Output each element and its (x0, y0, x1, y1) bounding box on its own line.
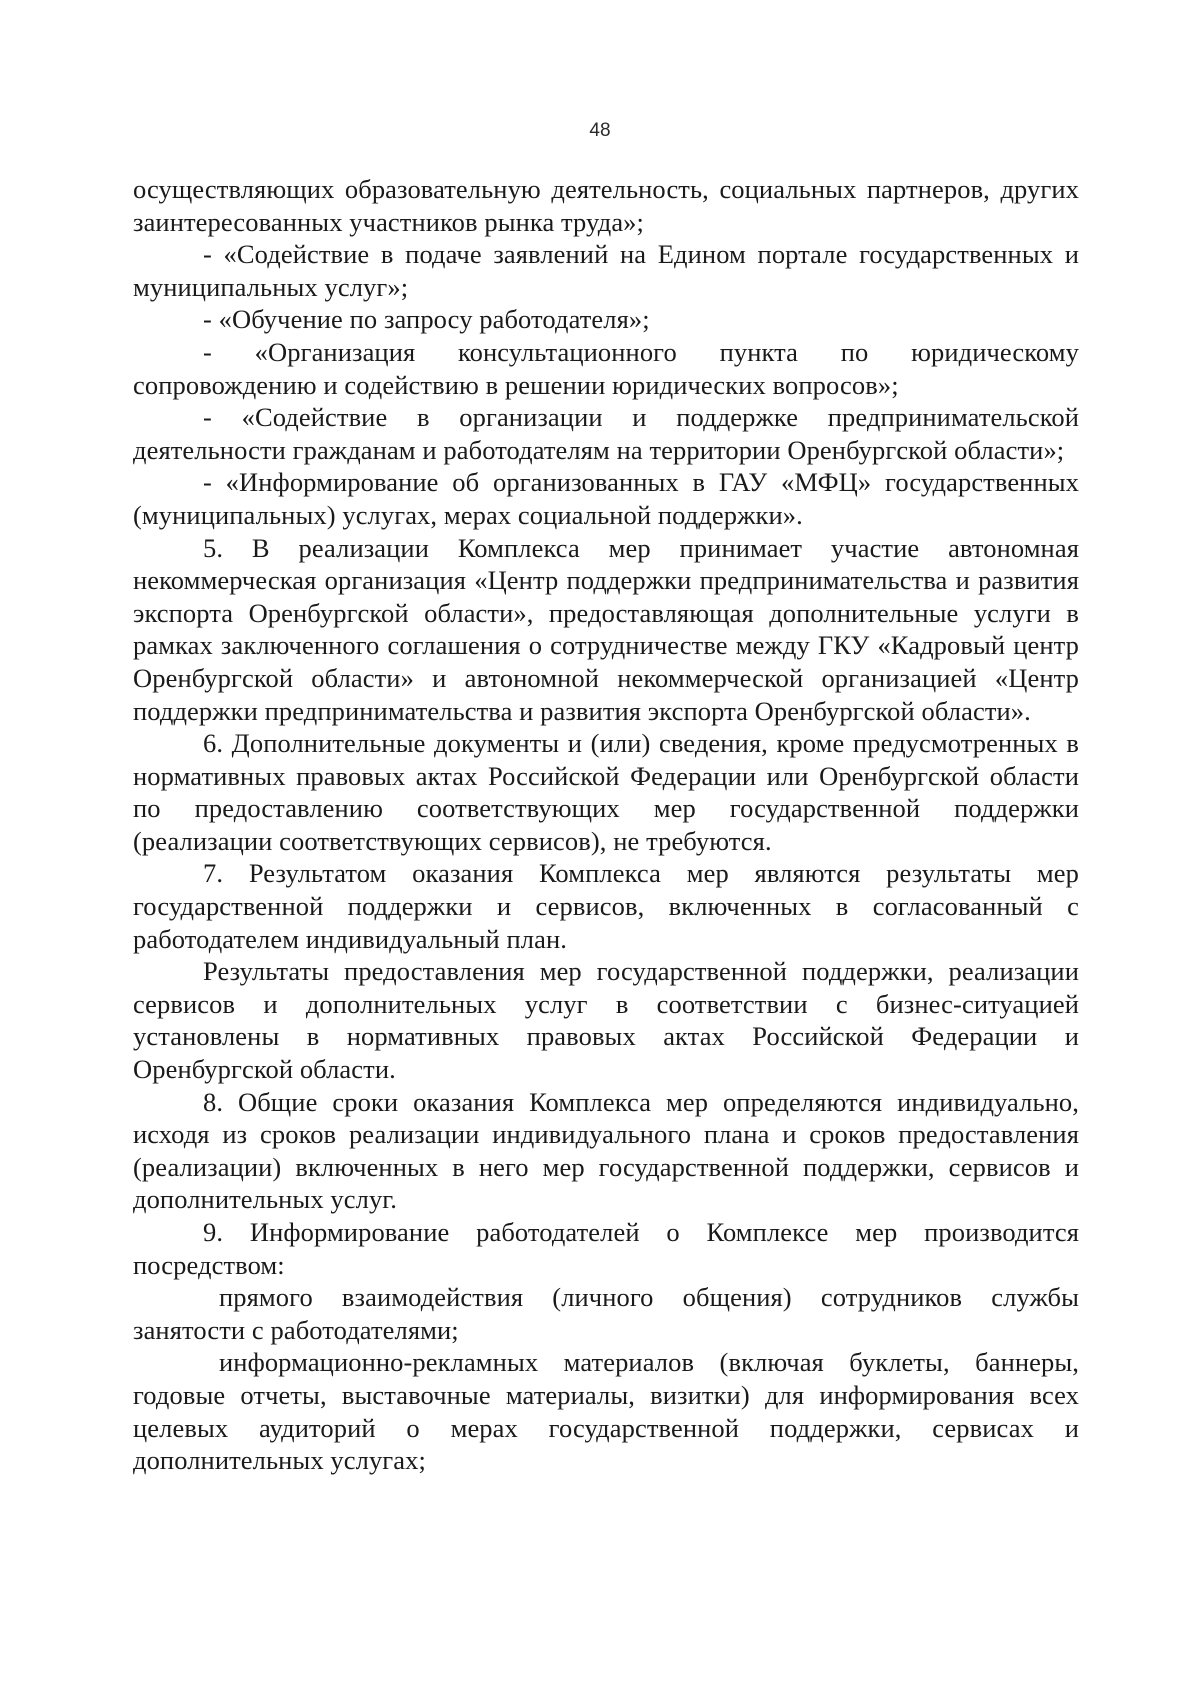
paragraph-results: Результаты предоставления мер государственной поддержки, реализации сервисов и дополнительных услуг в соответствии с бизнес-ситуацией установлены в нормативных правовых актах Российской Федерации и Оренбургской области. (133, 956, 1079, 1085)
list-item-advertising-materials: информационно-рекламных материалов (включая буклеты, баннеры, годовые отчеты, выставочные материалы, визитки) для информирования всех целевых аудиторий о мерах государственной поддержки, сервисах и дополнительных услугах; (133, 1347, 1079, 1476)
list-item-mfc-informing: - «Информирование об организованных в ГАУ «МФЦ» государственных (муниципальных) услугах, мерах социальной поддержки». (133, 467, 1079, 530)
page-number: 48 (589, 120, 611, 141)
paragraph-5: 5. В реализации Комплекса мер принимает участие автономная некоммерческая организация «Центр поддержки предпринимательства и развития экспорта Оренбургской области», предоставляющая дополнительные услуги в рамках заключенного соглашения о сотрудничестве между ГКУ «Кадровый центр Оренбургской области» и автономной некоммерческой организацией «Центр поддержки предпринимательства и развития экспорта Оренбургской области». (133, 532, 1079, 726)
list-item-direct-interaction: прямого взаимодействия (личного общения) сотрудников службы занятости с работодателями; (133, 1282, 1079, 1345)
paragraph-6: 6. Дополнительные документы и (или) сведения, кроме предусмотренных в нормативных правовых актах Российской Федерации или Оренбургской области по предоставлению соответствующих мер государственной поддержки (реализации соответствующих сервисов), не требуются. (133, 728, 1079, 856)
paragraph-9: 9. Информирование работодателей о Комплексе мер производится посредством: (133, 1217, 1079, 1280)
paragraph-8: 8. Общие сроки оказания Комплекса мер определяются индивидуально, исходя из сроков реализации индивидуального плана и сроков предоставления (реализации) включенных в него мер государственной поддержки, сервисов и дополнительных услуг. (133, 1086, 1079, 1215)
paragraph-continuation: осуществляющих образовательную деятельность, социальных партнеров, других заинтересованных участников рынка труда»; (133, 174, 1079, 237)
document-body (133, 173, 1079, 1477)
list-item-training: - «Обучение по запросу работодателя»; (203, 304, 650, 335)
list-item-legal-consulting: - «Организация консультационного пункта по юридическому сопровождению и содействию в решении юридических вопросов»; (133, 336, 1079, 400)
list-item-gosuslugi: - «Содействие в подаче заявлений на Едином портале государственных и муниципальных услуг»; (133, 239, 1079, 302)
paragraph-7: 7. Результатом оказания Комплекса мер являются результаты мер государственной поддержки и сервисов, включенных в согласованный с работодателем индивидуальный план. (133, 858, 1079, 954)
list-item-entrepreneurship: - «Содействие в организации и поддержке предпринимательской деятельности гражданам и работодателям на территории Оренбургской области»; (133, 402, 1079, 465)
